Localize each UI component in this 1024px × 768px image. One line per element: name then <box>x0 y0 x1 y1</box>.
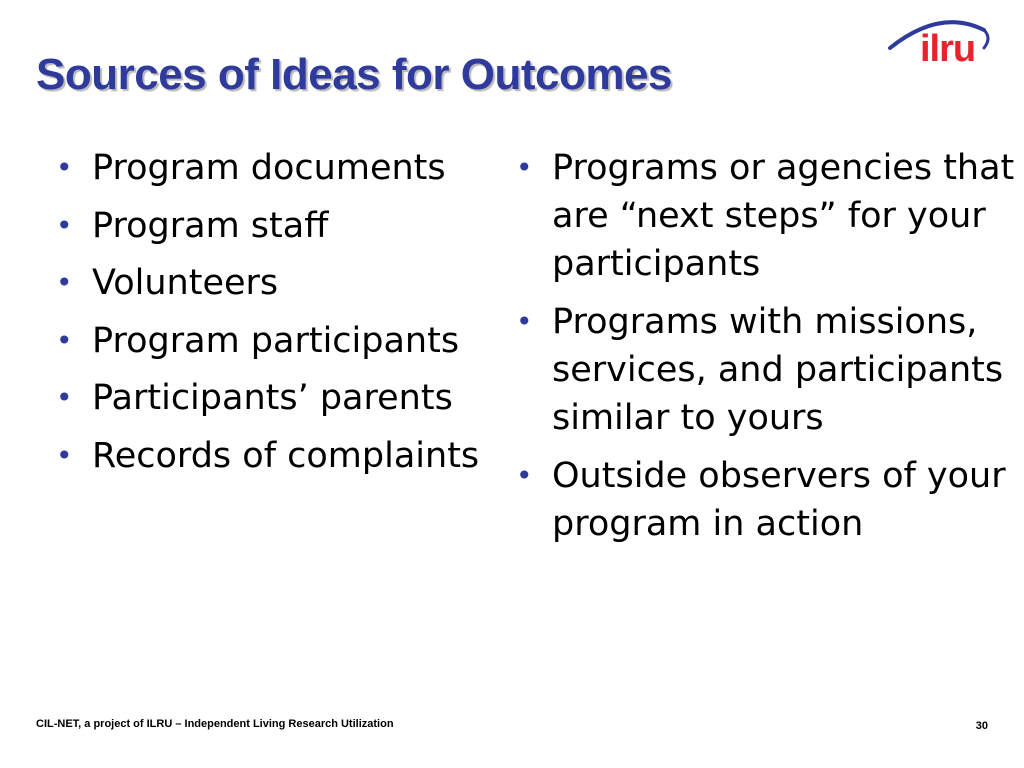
right-bullet-list <box>510 144 1015 558</box>
footer-text: CIL-NET, a project of ILRU – Independent Living Research Utilization <box>36 718 394 730</box>
right-bullet-item: • Outside observers of your program in action <box>510 452 1015 548</box>
left-bullet-item: • Volunteers <box>50 259 490 307</box>
left-bullet-item: • Program documents <box>50 144 490 192</box>
left-bullet-list <box>50 144 490 489</box>
right-bullet-item: • Programs with missions, services, and participants similar to yours <box>510 298 1015 442</box>
left-bullet-item: • Program participants <box>50 317 490 365</box>
ilru-logo-text: ilru <box>920 28 976 70</box>
slide-title: Sources of Ideas for Outcomes <box>36 50 672 99</box>
page-number: 30 <box>975 720 988 732</box>
left-bullet-item: • Records of complaints <box>50 432 490 480</box>
left-bullet-item: • Participants’ parents <box>50 374 490 422</box>
right-bullet-item: • Programs or agencies that are “next steps” for your participants <box>510 144 1015 288</box>
left-bullet-item: • Program staff <box>50 202 490 250</box>
